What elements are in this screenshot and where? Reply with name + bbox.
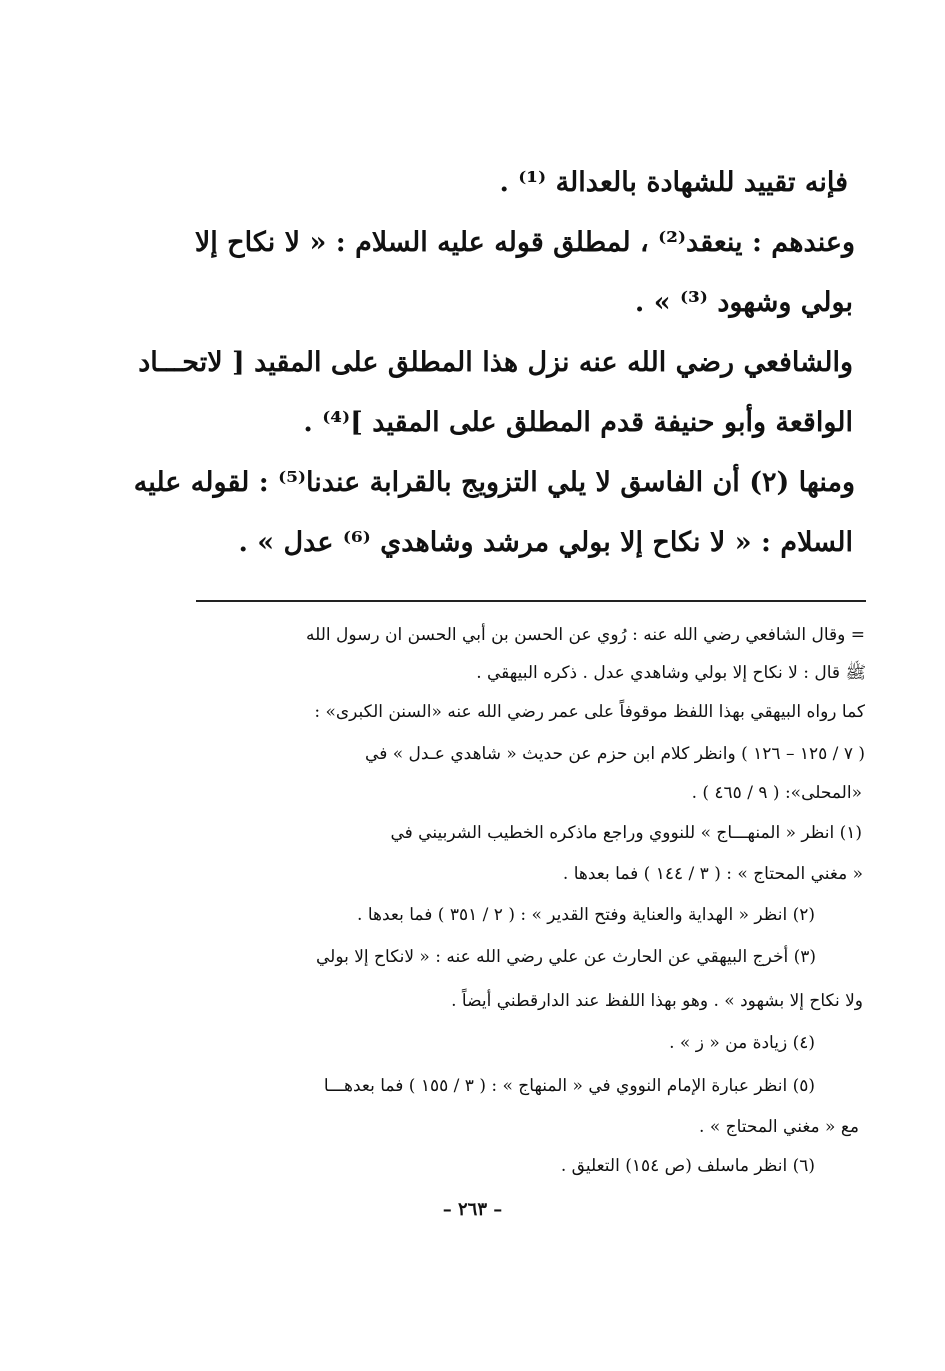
footnote-line: « مغني المحتاج » : ( ٣ / ١٤٤ ) فما بعدها . bbox=[562, 864, 863, 884]
footnote-line: = وقال الشافعي رضي الله عنه : رُوي عن الحسن بن أبي الحسن ان رسول الله bbox=[306, 625, 865, 645]
footnote-line: «المحلى»: ( ٩ / ٤٦٥ ) . bbox=[691, 783, 862, 803]
footnote-line: ﷺ قال : لا نكاح إلا بولي وشاهدي عدل . ذكره البيهقي . bbox=[476, 663, 866, 683]
main-line: بولي وشهود ⁽³⁾ » . bbox=[634, 287, 853, 318]
main-line: الواقعة وأبو حنيفة قدم المطلق على المقيد ]⁽⁴⁾ . bbox=[303, 407, 853, 438]
main-line: السلام : « لا نكاح إلا بولي مرشد وشاهدي ⁽⁶⁾ عدل » . bbox=[238, 527, 853, 558]
footnote-line: (٤) زيادة من « ز » . bbox=[669, 1033, 815, 1053]
footnote-line: مع « مغني المحتاج » . bbox=[699, 1117, 859, 1137]
footnote-divider bbox=[196, 600, 866, 602]
page-number: – ٢٦٣ – bbox=[442, 1199, 503, 1220]
footnote-line: (٢) انظر « الهداية والعناية وفتح القدير » : ( ٢ / ٣٥١ ) فما بعدها . bbox=[357, 905, 815, 925]
footnote-line: (٥) انظر عبارة الإمام النووي في « المنهاج » : ( ٣ / ١٥٥ ) فما بعدهـــا bbox=[323, 1076, 815, 1096]
main-line: وعندهم : ينعقد⁽²⁾ ، لمطلق قوله عليه السلام : « لا نكاح إلا bbox=[194, 227, 855, 258]
footnote-line: (٦) انظر ماسلف (ص ١٥٤) التعليق . bbox=[560, 1156, 815, 1176]
footnote-line: ولا نكاح إلا بشهود » . وهو بهذا اللفظ عند الدارقطني أيضاً . bbox=[451, 991, 863, 1011]
footnote-line: (٣) أخرج البيهقي عن الحارث عن علي رضي الله عنه : « لانكاح إلا بولي bbox=[315, 947, 816, 967]
main-line: فإنه تقييد للشهادة بالعدالة ⁽¹⁾ . bbox=[499, 167, 848, 198]
footnote-line: كما رواه البيهقي بهذا اللفظ موقوفاً على عمر رضي الله عنه «السنن الكبرى» : bbox=[314, 702, 865, 722]
footnote-line: ( ٧ / ١٢٥ – ١٢٦ ) وانظر كلام ابن حزم عن حديث « شاهدي عـدل » في bbox=[365, 744, 865, 764]
main-line: ومنها (٢) أن الفاسق لا يلي التزويج بالقرابة عندنا⁽⁵⁾ : لقوله عليه bbox=[133, 467, 855, 498]
footnote-line: (١) انظر « المنهـــاج » للنووي وراجع ماذكره الخطيب الشربيني في bbox=[390, 823, 862, 843]
main-line: والشافعي رضي الله عنه نزل هذا المطلق على المقيد [ لاتحـــاد bbox=[138, 347, 853, 378]
